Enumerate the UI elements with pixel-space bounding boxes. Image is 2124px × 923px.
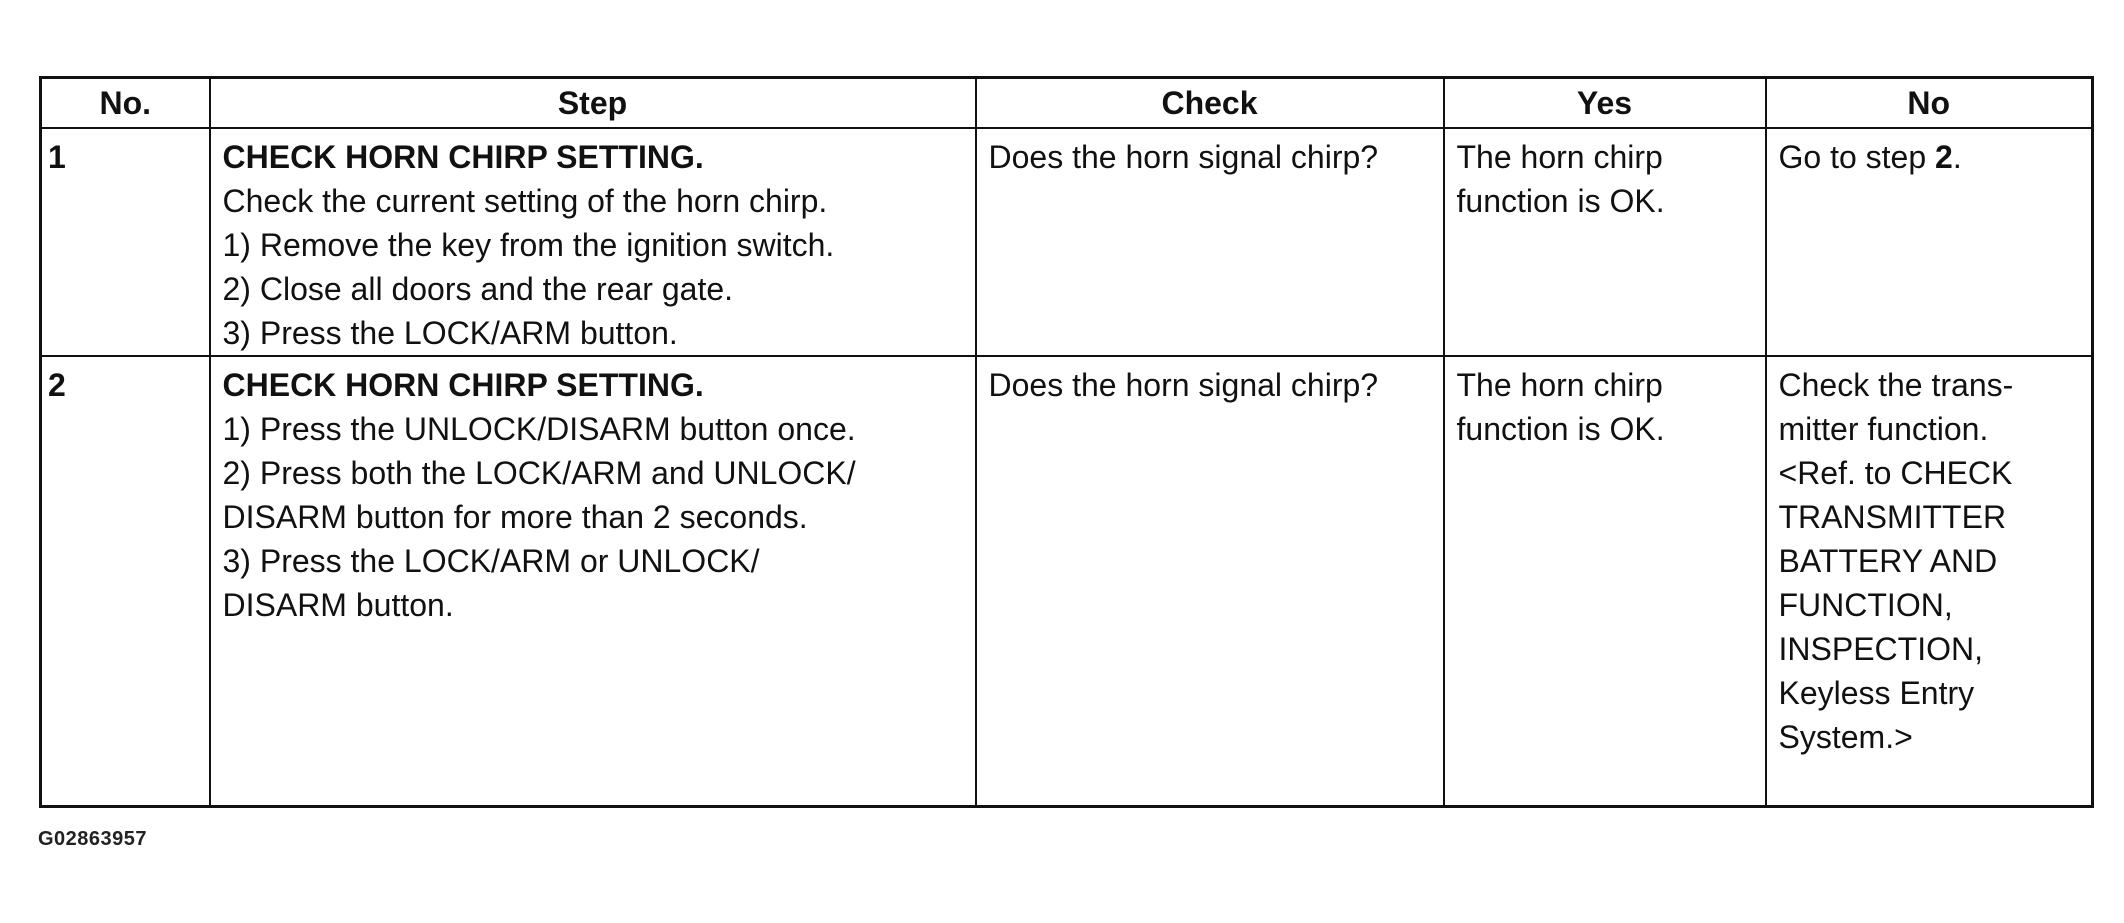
step-line: Check the current setting of the horn chirp. — [222, 183, 828, 219]
step-line: 1) Press the UNLOCK/DISARM button once. — [222, 411, 856, 447]
step-number: 2 — [48, 367, 66, 403]
header-step: Step — [210, 78, 976, 129]
yes-line: The horn chirp — [1456, 139, 1663, 175]
no-result-line: System.> — [1778, 719, 1913, 755]
step-number: 1 — [48, 139, 66, 175]
check-cell — [976, 356, 1444, 807]
step-line: DISARM button. — [222, 587, 454, 623]
no-result-text — [1779, 135, 2080, 179]
step-line: 3) Press the LOCK/ARM or UNLOCK/ — [222, 543, 760, 579]
header-no: No. — [41, 78, 210, 129]
no-result-line: <Ref. to CHECK — [1778, 455, 2013, 491]
figure-code: G02863957 — [38, 828, 148, 850]
no-result-line: BATTERY AND — [1778, 543, 1998, 579]
yes-line: function is OK. — [1456, 183, 1665, 219]
check-question: Does the horn signal chirp? — [988, 139, 1379, 175]
yes-line: function is OK. — [1456, 411, 1665, 447]
no-result-line: Check the trans- — [1778, 367, 2014, 403]
step-line: 1) Remove the key from the ignition switch. — [222, 227, 835, 263]
no-result-line: TRANSMITTER — [1778, 499, 2007, 535]
no-result-line: FUNCTION, — [1778, 587, 1953, 623]
check-question: Does the horn signal chirp? — [988, 367, 1379, 403]
step-title: CHECK HORN CHIRP SETTING. — [222, 139, 704, 175]
table-row — [41, 356, 2093, 807]
step-cell — [210, 356, 976, 807]
step-line: 3) Press the LOCK/ARM button. — [222, 315, 678, 351]
step-number-cell — [41, 128, 210, 356]
yes-cell — [1444, 356, 1766, 807]
header-check: Check — [976, 78, 1444, 129]
goto-step-number: 2 — [1935, 139, 1953, 175]
step-title: CHECK HORN CHIRP SETTING. — [222, 367, 704, 403]
step-line: 2) Press both the LOCK/ARM and UNLOCK/ — [222, 455, 856, 491]
no-result-line: mitter function. — [1778, 411, 1989, 447]
check-cell — [976, 128, 1444, 356]
no-result-prefix: Go to step — [1778, 139, 1936, 175]
no-result-suffix: . — [1952, 139, 1962, 175]
no-result-line: INSPECTION, — [1778, 631, 1983, 667]
yes-line: The horn chirp — [1456, 367, 1663, 403]
header-no-result: No — [1766, 78, 2093, 129]
yes-cell — [1444, 128, 1766, 356]
diagnostic-table — [39, 76, 2094, 808]
header-yes: Yes — [1444, 78, 1766, 129]
step-cell — [210, 128, 976, 356]
step-line: DISARM button for more than 2 seconds. — [222, 499, 808, 535]
header-row — [41, 78, 2093, 129]
step-line: 2) Close all doors and the rear gate. — [222, 271, 734, 307]
no-result-cell — [1766, 128, 2093, 356]
no-result-cell — [1766, 356, 2093, 807]
no-result-line: Keyless Entry — [1778, 675, 1975, 711]
table-row — [41, 128, 2093, 356]
step-number-cell — [41, 356, 210, 807]
